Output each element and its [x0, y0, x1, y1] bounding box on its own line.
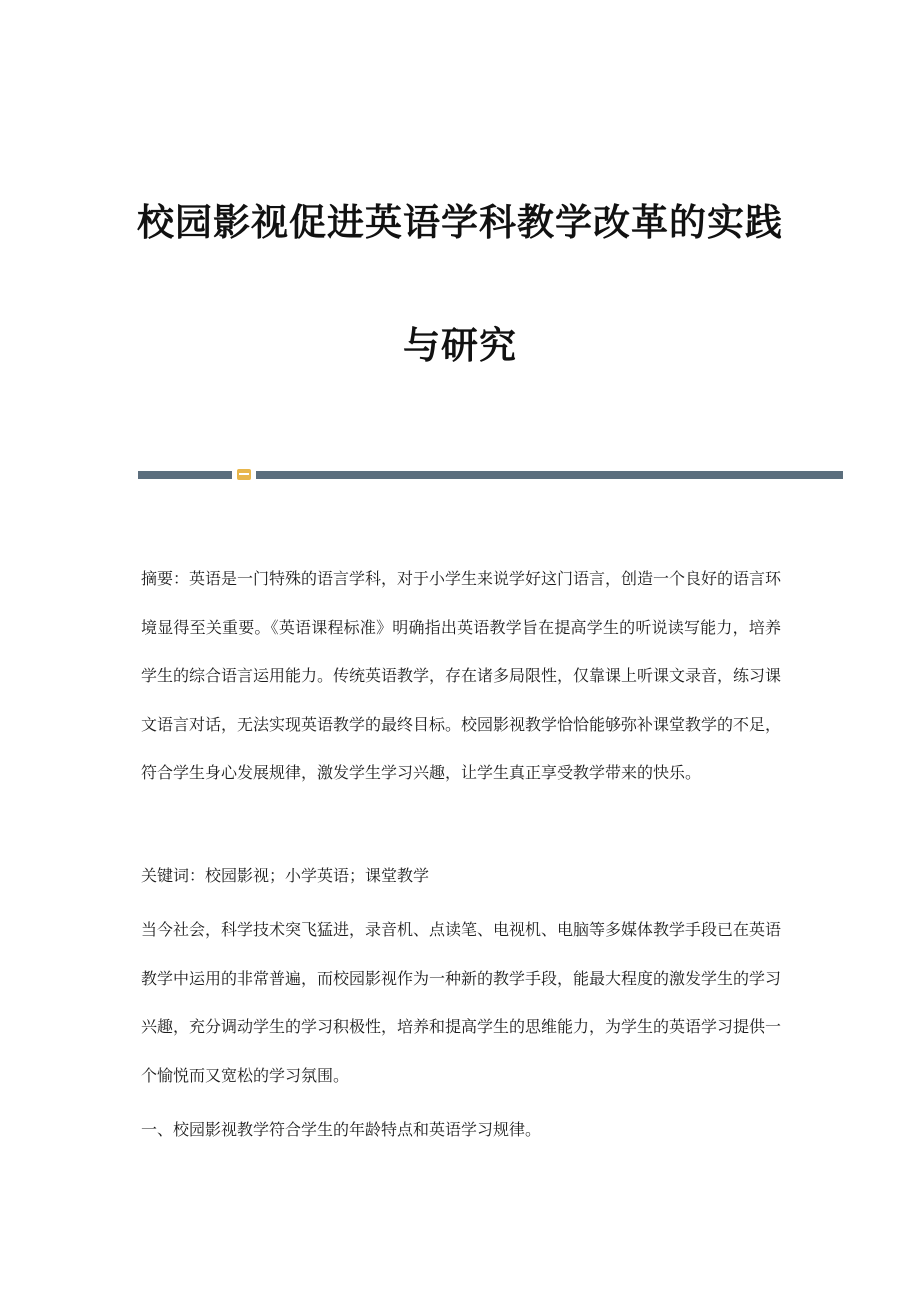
keywords-line: 关键词：校园影视；小学英语；课堂教学: [141, 866, 430, 885]
document-title-line-1: 校园影视促进英语学科教学改革的实践: [137, 200, 783, 244]
title-divider: [138, 468, 843, 480]
divider-bar-right: [256, 471, 843, 479]
intro-paragraph: 当今社会，科学技术突飞猛进，录音机、点读笔、电视机、电脑等多媒体教学手段已在英语教学中运用的非常普遍，而校园影视作为一种新的教学手段，能最大程度的激发学生的学习兴趣，充分调动学生的学习积极性，培养和提高学生的思维能力，为学生的英语学习提供一个愉悦而又宽松的学习氛围。: [141, 920, 782, 1085]
divider-bar-left: [138, 471, 232, 479]
section-heading: 一、校园影视教学符合学生的年龄特点和英语学习规律。: [141, 1120, 542, 1139]
document-title-line-2: 与研究: [403, 323, 517, 367]
abstract-paragraph: 摘要：英语是一门特殊的语言学科，对于小学生来说学好这门语言，创造一个良好的语言环境显得至关重要。《英语课程标准》明确指出英语教学旨在提高学生的听说读写能力，培养学生的综合语言运用能力。传统英语教学，存在诸多局限性，仅靠课上听课文录音，练习课文语言对话，无法实现英语教学的最终目标。校园影视教学恰恰能够弥补课堂教学的不足，符合学生身心发展规律，激发学生学习兴趣，让学生真正享受教学带来的快乐。: [141, 569, 782, 782]
divider-ornament-icon: [237, 469, 251, 480]
